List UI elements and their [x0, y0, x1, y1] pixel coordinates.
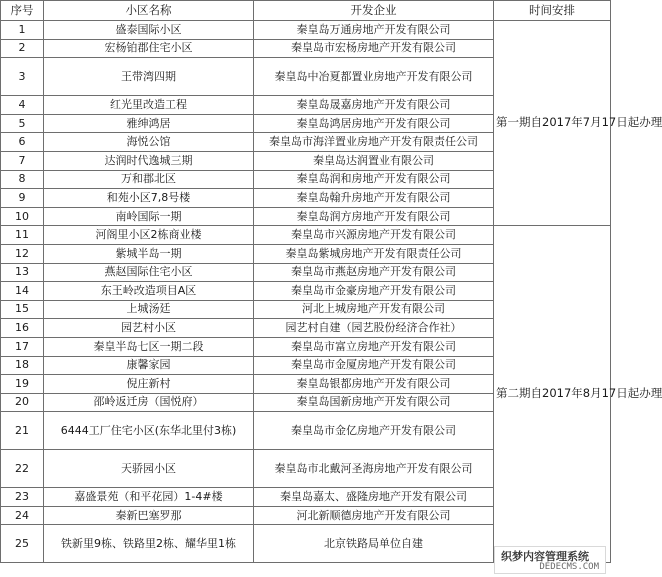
- row-community-name: 海悦公馆: [44, 133, 254, 152]
- row-developer: 秦皇岛中冶夏都置业房地产开发有限公司: [254, 58, 494, 96]
- row-developer: 秦皇岛市宏杨房地产开发有限公司: [254, 39, 494, 58]
- row-community-name: 铁新里9栋、铁路里2栋、耀华里1栋: [44, 525, 254, 563]
- row-community-name: 康馨家园: [44, 356, 254, 375]
- row-developer: 秦皇岛紫城房地产开发有限责任公司: [254, 244, 494, 263]
- row-developer: 秦皇岛国新房地产开发有限公司: [254, 393, 494, 412]
- row-developer: 园艺村自建（园艺股份经济合作社）: [254, 319, 494, 338]
- row-community-name: 秦新巴塞罗那: [44, 506, 254, 525]
- row-serial-number: 22: [1, 450, 44, 488]
- row-community-name: 和苑小区7,8号楼: [44, 189, 254, 208]
- row-community-name: 嘉盛景苑（和平花园）1-4#楼: [44, 488, 254, 507]
- row-community-name: 南岭国际一期: [44, 207, 254, 226]
- row-community-name: 河阁里小区2栋商业楼: [44, 226, 254, 245]
- row-serial-number: 14: [1, 282, 44, 301]
- row-community-name: 燕赵国际住宅小区: [44, 263, 254, 282]
- row-serial-number: 2: [1, 39, 44, 58]
- row-serial-number: 10: [1, 207, 44, 226]
- row-serial-number: 24: [1, 506, 44, 525]
- row-serial-number: 19: [1, 375, 44, 394]
- row-developer: 秦皇岛市富立房地产开发有限公司: [254, 337, 494, 356]
- row-developer: 秦皇岛润和房地产开发有限公司: [254, 170, 494, 189]
- watermark-cn-text: 织梦内容管理系统: [501, 550, 589, 563]
- row-community-name: 6444工厂住宅小区(东华北里付3栋): [44, 412, 254, 450]
- row-serial-number: 3: [1, 58, 44, 96]
- row-developer: 秦皇岛市金豪房地产开发有限公司: [254, 282, 494, 301]
- row-community-name: 东王岭改造项目A区: [44, 282, 254, 301]
- row-serial-number: 7: [1, 151, 44, 170]
- row-community-name: 王带湾四期: [44, 58, 254, 96]
- row-developer: 秦皇岛市北戴河圣海房地产开发有限公司: [254, 450, 494, 488]
- row-developer: 秦皇岛万通房地产开发有限公司: [254, 21, 494, 40]
- row-developer: 河北新顺德房地产开发有限公司: [254, 506, 494, 525]
- row-serial-number: 9: [1, 189, 44, 208]
- row-serial-number: 6: [1, 133, 44, 152]
- row-developer: 秦皇岛市金厦房地产开发有限公司: [254, 356, 494, 375]
- row-community-name: 天骄园小区: [44, 450, 254, 488]
- row-serial-number: 4: [1, 96, 44, 115]
- row-serial-number: 21: [1, 412, 44, 450]
- row-developer: 秦皇岛嘉太、盛隆房地产开发有限公司: [254, 488, 494, 507]
- row-community-name: 秦皇半岛七区一期二段: [44, 337, 254, 356]
- table-header-row: [1, 1, 611, 21]
- phase-two-schedule: 第二期自2017年8月17日起办理: [494, 226, 611, 563]
- row-developer: 秦皇岛银都房地产开发有限公司: [254, 375, 494, 394]
- row-community-name: 邵岭返迁房（国悦府）: [44, 393, 254, 412]
- row-developer: 北京铁路局单位自建: [254, 525, 494, 563]
- row-developer: 秦皇岛市海洋置业房地产开发有限责任公司: [254, 133, 494, 152]
- table-row: [1, 21, 611, 40]
- row-serial-number: 15: [1, 300, 44, 319]
- row-community-name: 宏杨铂郡住宅小区: [44, 39, 254, 58]
- row-serial-number: 20: [1, 393, 44, 412]
- header-schedule: 时间安排: [494, 1, 611, 21]
- table-row: [1, 226, 611, 245]
- row-developer: 秦皇岛市兴源房地产开发有限公司: [254, 226, 494, 245]
- row-serial-number: 1: [1, 21, 44, 40]
- row-serial-number: 23: [1, 488, 44, 507]
- row-developer: 秦皇岛达润置业有限公司: [254, 151, 494, 170]
- row-community-name: 红光里改造工程: [44, 96, 254, 115]
- row-serial-number: 13: [1, 263, 44, 282]
- row-community-name: 倪庄新村: [44, 375, 254, 394]
- row-developer: 河北上城房地产开发有限公司: [254, 300, 494, 319]
- row-serial-number: 11: [1, 226, 44, 245]
- row-community-name: 园艺村小区: [44, 319, 254, 338]
- row-community-name: 达润时代逸城三期: [44, 151, 254, 170]
- header-community-name: 小区名称: [44, 1, 254, 21]
- row-serial-number: 8: [1, 170, 44, 189]
- row-community-name: 雅绅鸿居: [44, 114, 254, 133]
- row-serial-number: 25: [1, 525, 44, 563]
- phase-one-schedule: 第一期自2017年7月17日起办理: [494, 21, 611, 226]
- row-community-name: 万和郡北区: [44, 170, 254, 189]
- row-community-name: 紫城半岛一期: [44, 244, 254, 263]
- watermark-en-text: DEDECMS.COM: [539, 562, 599, 572]
- header-developer: 开发企业: [254, 1, 494, 21]
- watermark-logo: [494, 546, 606, 574]
- row-serial-number: 16: [1, 319, 44, 338]
- row-serial-number: 12: [1, 244, 44, 263]
- row-developer: 秦皇岛晟嘉房地产开发有限公司: [254, 96, 494, 115]
- row-serial-number: 17: [1, 337, 44, 356]
- row-community-name: 盛泰国际小区: [44, 21, 254, 40]
- row-developer: 秦皇岛市燕赵房地产开发有限公司: [254, 263, 494, 282]
- row-serial-number: 5: [1, 114, 44, 133]
- row-developer: 秦皇岛市金亿房地产开发有限公司: [254, 412, 494, 450]
- row-developer: 秦皇岛鸿居房地产开发有限公司: [254, 114, 494, 133]
- row-developer: 秦皇岛翰升房地产开发有限公司: [254, 189, 494, 208]
- header-serial-number: 序号: [1, 1, 44, 21]
- row-serial-number: 18: [1, 356, 44, 375]
- row-developer: 秦皇岛润方房地产开发有限公司: [254, 207, 494, 226]
- row-community-name: 上城汤廷: [44, 300, 254, 319]
